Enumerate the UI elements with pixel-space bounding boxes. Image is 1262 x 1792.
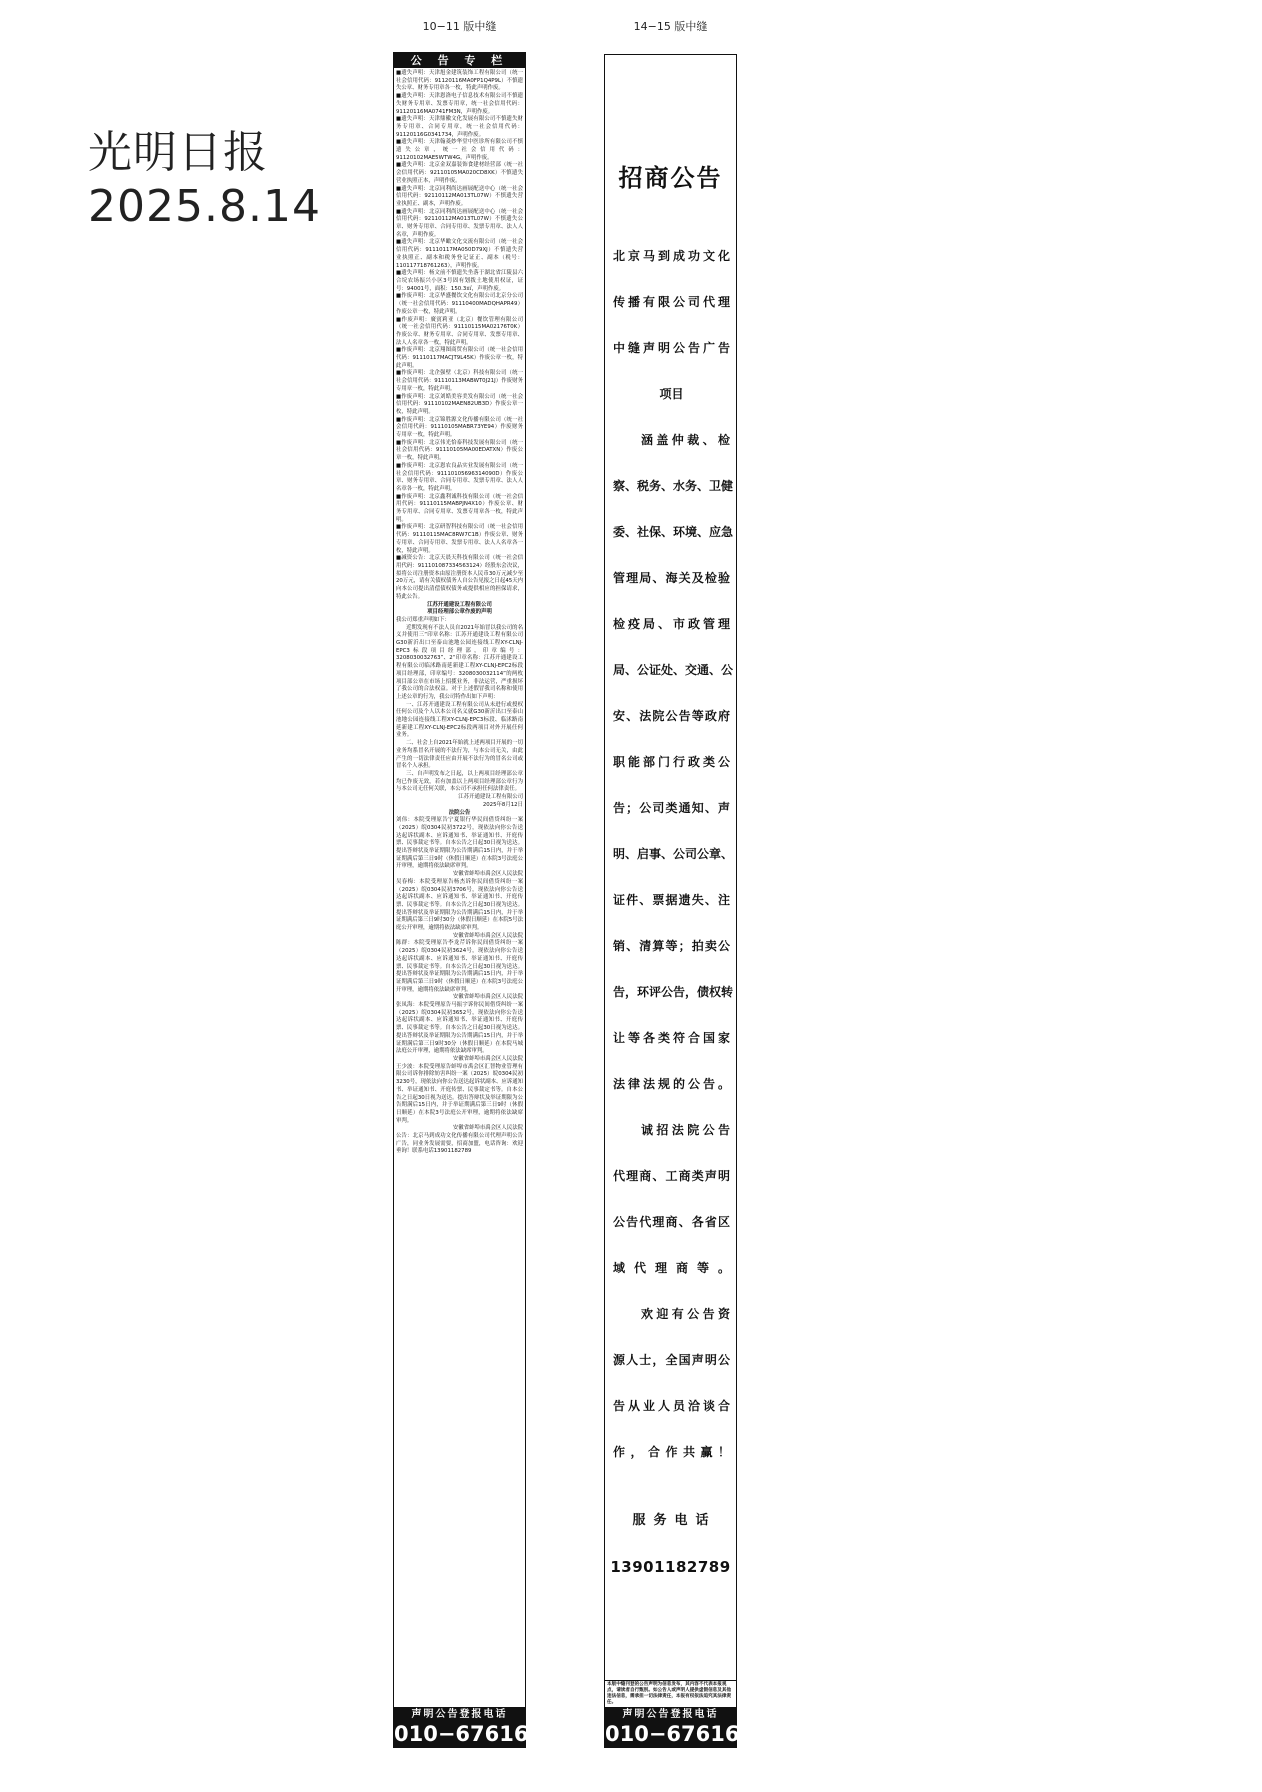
ad-text-line: 诚招法院公告 [641, 1123, 730, 1137]
ad-text-line: 察、税务、水务、卫健 [613, 479, 734, 493]
notice-item: ■遗失声明：天津翰菱妙华堂中医诊所有限公司不慎遗失公章，统一社会信用代码：91120102MAE5WTW4G，声明作废。 [396, 139, 523, 161]
ad-text-line: 欢迎有公告资 [641, 1307, 730, 1321]
notice-item: ■作废声明：廣賓莉亚（北京）餐饮管理有限公司（统一社会信用代码：91110115MA02176T0K）作废公章、财务专用章、合同专用章、发票专用章、法人人名章各一枚，特此声明。 [396, 316, 523, 346]
notice-item: ■作废声明：北企强壁（北京）科技有限公司（统一社会信用代码：91110113MABWT0J21J）作废财务专用章一枚，特此声明。 [396, 370, 523, 392]
notice-item: 法院公告 [448, 809, 471, 816]
ad-text-line: 项目 [659, 387, 684, 401]
notice-item: ■遗失声明：北京华瞰文化交流有限公司（统一社会信用代码：91110117MA050D79XJ）不慎遗失营业执照正、副本和税务登记证正、副本（税号：110117718761263），声明作废。 [396, 239, 523, 269]
ad-text-line: 委、社保、环境、应急 [613, 525, 734, 539]
ad-text-line: 域代理商等。 [613, 1261, 730, 1275]
ad-text-line: 源人士，全国声明公 [613, 1353, 730, 1367]
notice-item: ■遗失声明：天津恩洛电子信息技术有限公司不慎遗失财务专用章、发票专用章，统一社会信用代码：91120116MA0741FM3N，声明作废。 [396, 93, 523, 115]
ad-text-line: 中缝声明公告广告 [613, 341, 730, 355]
notice-item: ■作废声明：北京伟光恰泰科技发展有限公司（统一社会信用代码：91110105MA00EDATXN）作废公章一枚，特此声明。 [396, 439, 523, 462]
notice-list [394, 68, 525, 1670]
ad-text-line: 北京马到成功文化 [613, 249, 730, 263]
notice-item: ■遗失声明：杨文前不慎遗失坐落于湖北省江陵县六合垸农场振兴小区3号固有划拨土地使用权证，证号：94001号，面积：150.3㎡，声明作废。 [396, 270, 523, 292]
ad-footer [605, 1680, 784, 1747]
notice-item: 王少波：本院受理原告蚌埠市禹会区汇智物业管理有限公司诉你排除妨害纠纷一案（2025）皖0304民初3230号，现依法向你公告送达起诉状副本、应诉通知书、举证通知书、开庭传票、民事裁定书等。自本公告之日起30日视为送达。提出答辩状及举证期限为公告期满后15日内，并于举证期满后第三日9时（休假日顺延）在本院3号法庭公开审理，逾期将依法缺席审判。 [396, 1063, 523, 1124]
ad-column [604, 54, 784, 1748]
notice-column-title: 公 告 专 栏 [394, 53, 525, 68]
issue-date: 2025.8.14 [88, 181, 321, 232]
notice-item: 安徽省蚌埠市禹会区人民法院 [452, 1056, 523, 1062]
ad-text-line: 局、公证处、交通、公 [613, 663, 734, 677]
notice-item: 安徽省蚌埠市禹会区人民法院 [452, 871, 523, 878]
notice-item: 刘伟：本院受理原告宁夏银行华民间借贷纠纷一案（2025）皖0304民初3722号，现依法向你公告送达起诉状副本、应诉通知书、举证通知书、开庭传票、民事裁定书等。自本公告之日起30日视为送达。提出答辩状及举证期限为公告期满后15日内，并于举证期满后第三日9时（休假日顺延）在本院3号法庭公开审理，逾期将依法缺席审判。 [396, 817, 523, 870]
ad-text-line: 法律法规的公告。 [613, 1077, 730, 1091]
notice-item: 我公司郑重声明如下： [396, 616, 450, 623]
ad-text-line: 传播有限公司代理 [613, 295, 730, 309]
notice-item: 二、社会上自2021年始就上述两项目开展的一切业务均系冒名开展的不法行为，与本公司无关，由此产生的一切法律责任应由开展不法行为的冒名公司或冒名个人承担。 [396, 740, 523, 770]
ad-text-line: 检疫局、市政管理 [613, 617, 730, 631]
notice-item: ■作废声明：北京翔图商贸有限公司（统一社会信用代码：91110117MACJT9L45K）作废公章一枚，特此声明。 [396, 347, 523, 369]
ad-text-line: 涵盖仲裁、检 [641, 433, 730, 447]
notice-item: ■作废声明：北京刘皓美容美发有限公司（统一社会信用代码：91110102MAEN82UB3D）作废公章一枚，特此声明。 [396, 393, 523, 415]
service-phone: 13901182789 [610, 1558, 731, 1576]
notice-item: 2025年8月12日 [482, 801, 523, 808]
disclaimer-note: 本版中缝刊登的公告声明为信息发布，其内容不代表本报观点，请读者自行甄别。如公告人或声明人提供虚假信息及其他违法信息，需承担一切法律责任，本报有权依法追究其法律责任。 [605, 1680, 736, 1707]
notice-item: 江苏开通建设工程有限公司 [458, 794, 523, 801]
ad-text-line: 管理局、海关及检验 [613, 571, 730, 585]
ad-text-line: 公告代理商、各省区 [613, 1215, 730, 1229]
ad-text-line: 让等各类符合国家 [613, 1031, 730, 1045]
footer-phone: 010−67616666 [394, 1722, 573, 1746]
notice-column [393, 52, 573, 1748]
notice-item: 近期发现有不法人员自2021年始冒以我公司的名义并使用三“印章名称：江苏开通建设工程有限公司G30新沂出口至泰山池地公园连接线工程XY-CLNJ-EPC3标段项目经理部，印章编号：3208030032763”、2“印章名称：江苏开通建设工程有限公司临沭路南延新建工程XY-CLNJ-EPC2标段项目经理部，印章编号：3208030032114”的两枚项目部公章在市场上招揽业务，非法运营，严重损坏了我公司的合法权益。对于上述假冒我司名称和使用上述公章的行为，我公司特作出如下声明： [396, 624, 523, 700]
newspaper-name: 光明日报 [88, 127, 268, 178]
notice-item: ■作废声明：北京鑫利诚科技有限公司（统一社会信用代码：91110115MABPJN4X10）作废公章、财务专用章、合同专用章、发票专用章各一枚，特此声明。 [396, 493, 523, 523]
notice-item: 一、江苏开通建设工程有限公司从未进行或授权任何公司及个人以本公司名义就G30新沂出口至泰山池地公园连接线工程XY-CLNJ-EPC3标段、临沭路南延新建工程XY-CLNJ-EPC2标段两项目对外开展任何业务。 [396, 701, 523, 739]
ad-text-line: 作，合作共赢！ [613, 1445, 730, 1459]
ad-text-line: 告；公司类通知、声 [613, 801, 730, 815]
notice-item: 张凤海：本院受理原告马振宇诉你民间借贷纠纷一案（2025）皖0304民初3652号，现依法向你公告送达起诉状副本、应诉通知书、举证通知书、开庭传票、民事裁定书等。自本公告之日起30日视为送达。提出答辩状及举证期限为公告期满后15日内，并于举证期满后第三日9时30分（休假日顺延）在本院马城法庭公开审理，逾期将依法缺席审判。 [396, 1002, 523, 1055]
ad-text-line: 证件、票据遗失、注 [613, 893, 730, 907]
notice-item: ■遗失声明：天津旭金建筑装饰工程有限公司（统一社会信用代码：91120116MA0FP1Q4P9L）不慎遗失公章、财务专用章各一枚，特此声明作废。 [396, 70, 523, 92]
ad-text-line: 安、法院公告等政府 [613, 709, 730, 723]
notice-item: ■遗失声明：天津鼎徽文化发展有限公司不慎遗失财务专用章、合同专用章，统一社会信用代码：91120116G0341734，声明作废。 [396, 116, 523, 138]
column-caption-left: 10−11 版中缝 [422, 20, 497, 33]
footer-phone: 010−67616666 [605, 1722, 784, 1746]
ad-text-line: 告，环评公告，债权转 [613, 985, 734, 999]
notice-item: ■减资公告：北京天晨天科技有限公司（统一社会信用代码：911101087334563124）经股东会决议，拟将公司注册资本由原注册资本人民币30万元减少至20万元，请有关债权债务人自公告见报之日起45天内向本公司提出清偿债权债务或提供相应的担保请求，特此公告。 [396, 555, 523, 600]
ad-text-line: 告从业人员洽谈合 [613, 1399, 730, 1413]
notice-item: 江苏开通建设工程有限公司 [427, 601, 492, 608]
notice-item: ■作废声明：北京华盛餐饮文化有限公司北京分公司（统一社会信用代码：91110400MADQHAPR49）作废公章一枚，特此声明。 [396, 293, 523, 315]
notice-item: ■遗失声明：北京同利尚达画展配送中心（统一社会信用代码：92110112MA013TL07W）不慎遗失营业执照正、副本，声明作废。 [396, 185, 523, 207]
ad-text-line: 明、启事、公司公章、 [613, 847, 734, 861]
service-label: 服务电话 [632, 1513, 717, 1528]
ad-text-line: 代理商、工商类声明 [613, 1169, 730, 1183]
ad-heading: 招商公告 [618, 164, 723, 192]
ad-text-line: 销、清算等；拍卖公 [613, 939, 730, 953]
notice-item: ■遗失声明：北京金双嘉装饰食建材经营部（统一社会信用代码：92110105MA020CD8XK）不慎遗失营业执照正本，声明作废。 [396, 162, 523, 184]
footer-label: 声明公告登报电话 [622, 1709, 719, 1720]
ad-text-line: 职能部门行政类公 [613, 755, 730, 769]
notice-item: 三、自声明发布之日起，以上两项目经理部公章均已作废无效，若有加盖以上两项目经理部公章行为与本公司无任何关联，本公司不承担任何法律责任。 [396, 770, 523, 793]
footer-label: 声明公告登报电话 [411, 1709, 508, 1720]
notice-item: ■作废声明：北京研智科技有限公司（统一社会信用代码：91110115MAC8RW7C1B）作废公章、财务专用章、合同专用章、发票专用章、法人人名章各一枚，特此声明。 [396, 524, 523, 554]
notice-item: 安徽省蚌埠市禹会区人民法院 [452, 932, 523, 939]
notice-item: ■作废声明：北京恩农良品实业发展有限公司（统一社会信用代码：91110105696314090D）作废公章、财务专用章、合同专用章、发票专用章、法人人名章各一枚，特此声明。 [396, 462, 523, 492]
notice-item: 安徽省蚌埠市禹会区人民法院 [452, 1125, 523, 1132]
column-caption-right: 14−15 版中缝 [633, 20, 708, 33]
notice-item: ■作废声明：北京锦胜源文化传播有限公司（统一社会信用代码：91110105MABR73YE94）作废财务专用章一枚，特此声明。 [396, 416, 523, 439]
notice-footer [394, 1707, 573, 1747]
notice-item: 陈群：本院受理原告李龙芹诉你民间借贷纠纷一案（2025）皖0304民初3624号，现依法向你公告送达起诉状副本、应诉通知书、举证通知书、开庭传票、民事裁定书等。自本公告之日起30日视为送达。提出答辩状及举证期限为公告期满后15日内，并于举证期满后第三日9时（休假日顺延）在本院3号法庭公开审理，逾期将依法缺席审判。 [396, 940, 523, 993]
notice-item: 公告：北京马到成功文化传播有限公司代理声明公告广告，同业务发展需要，招商加盟，电话咨询：欢迎垂询！联系电话13901182789 [396, 1133, 523, 1155]
notice-item: 安徽省蚌埠市禹会区人民法院 [452, 994, 523, 1001]
notice-item: ■遗失声明：北京同利尚达画展配送中心（统一社会信用代码：92110112MA013TL07W）不慎遗失公章、财务专用章、合同专用章、发票专用章、法人人名章，声明作废。 [396, 208, 523, 238]
notice-item: 吴春梅：本院受理原告杨杰诉你民间借贷纠纷一案（2025）皖0304民初3706号，现依法向你公告送达起诉状副本、应诉通知书、举证通知书、开庭传票、民事裁定书等。自本公告之日起30日视为送达。提出答辩状及举证期限为公告期满后15日内，并于举证期满后第三日9时30分（休假日顺延）在本院5号法庭公开审理，逾期将依法缺席审判。 [396, 878, 523, 932]
notice-item: 项目经理部公章作废的声明 [427, 609, 492, 616]
